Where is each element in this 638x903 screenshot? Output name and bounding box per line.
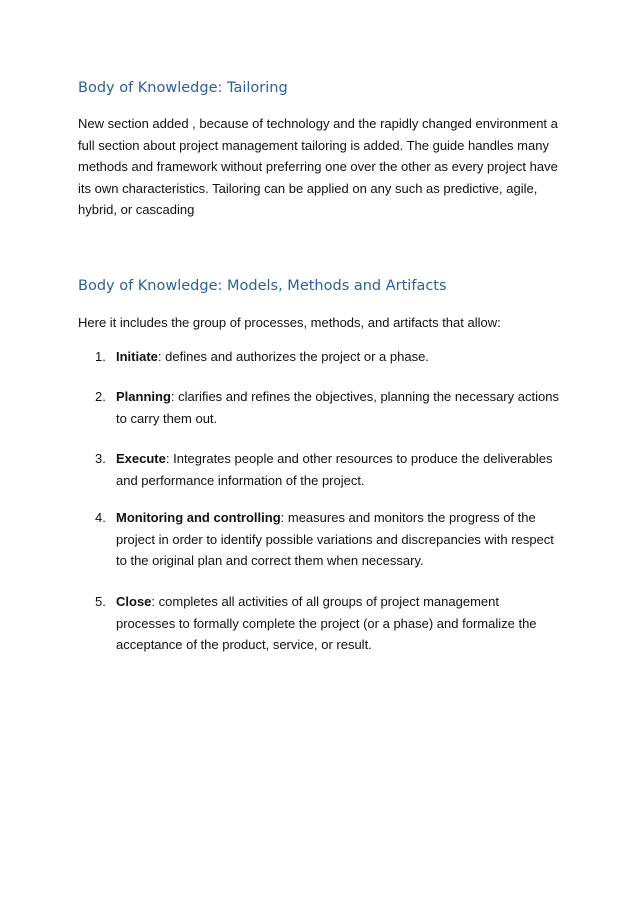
section-heading-tailoring: Body of Knowledge: Tailoring (78, 80, 288, 96)
list-item-body (116, 386, 560, 429)
list-item-text: : completes all activities of all groups of project management processes to formally complete the project (or a phase) and formalize the acceptance of the product, service, or result. (116, 594, 537, 652)
list-item-term: Initiate (116, 349, 158, 364)
list-item-term: Close (116, 594, 152, 609)
list-item-body (116, 448, 560, 491)
models-intro-paragraph: Here it includes the group of processes, methods, and artifacts that allow: (78, 315, 501, 330)
list-item-text: : clarifies and refines the objectives, planning the necessary actions to carry them out. (116, 389, 559, 426)
list-item-term: Monitoring and controlling (116, 510, 281, 525)
list-item-body (116, 507, 560, 572)
section-heading-models-methods-artifacts: Body of Knowledge: Models, Methods and Artifacts (78, 278, 447, 294)
list-item-term: Planning (116, 389, 171, 404)
list-item-text: : defines and authorizes the project or a phase. (157, 349, 429, 364)
list-item-text: : measures and monitors the progress of the project in order to identify possible variations and discrepancies with respect to the original plan and correct them when necessary. (116, 510, 554, 568)
list-item-text: : Integrates people and other resources to produce the deliverables and performance information of the project. (116, 451, 553, 488)
list-item-number: 1. (95, 349, 106, 364)
list-item-body (116, 346, 560, 368)
list-item-number: 3. (95, 451, 106, 466)
list-item-term: Execute (116, 451, 166, 466)
list-item-number: 5. (95, 594, 106, 609)
list-item-body (116, 591, 560, 656)
list-item-number: 2. (95, 389, 106, 404)
list-item-number: 4. (95, 510, 106, 525)
tailoring-paragraph: New section added , because of technology and the rapidly changed environment a full section about project management tailoring is added. The guide handles many methods and framework without preferring one over the other as every project have its own characteristics. Tailoring can be applied on any such as predictive, agile, hybrid, or cascading (78, 116, 558, 217)
